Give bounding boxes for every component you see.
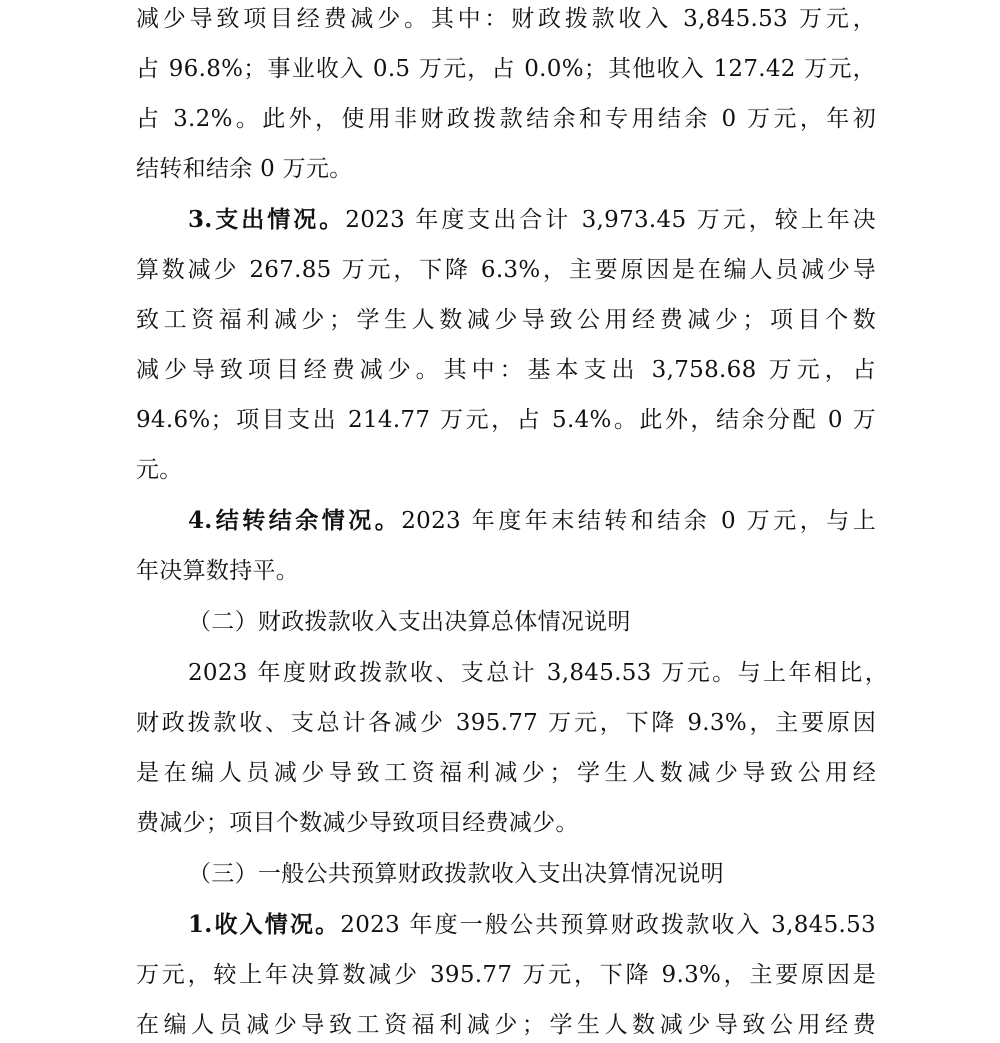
body-line: 占 3.2%。此外，使用非财政拨款结余和专用结余 0 万元，年初 [136, 106, 876, 132]
section-paragraph-income [188, 908, 876, 942]
body-line: 算数减少 267.85 万元，下降 6.3%，主要原因是在编人员减少导 [136, 257, 876, 283]
section-paragraph-carryover [188, 504, 876, 538]
body-line: 结转和结余 0 万元。 [136, 156, 353, 182]
section-heading-carryover: 4.结转结余情况。 [188, 507, 402, 534]
body-line: 减少导致项目经费减少。其中：基本支出 3,758.68 万元，占 [136, 357, 876, 383]
section-title-fiscal-overview: （二）财政拨款收入支出决算总体情况说明 [188, 609, 631, 635]
body-line: 元。 [136, 457, 183, 483]
body-line: 费减少；项目个数减少导致项目经费减少。 [136, 810, 579, 836]
section-heading-expenditure: 3.支出情况。 [188, 206, 346, 233]
body-text: 2023 年度支出合计 3,973.45 万元，较上年决 [345, 207, 876, 233]
body-line: 94.6%；项目支出 214.77 万元，占 5.4%。此外，结余分配 0 万 [136, 407, 876, 433]
section-paragraph-expenditure [188, 203, 876, 237]
section-title-general-budget: （三）一般公共预算财政拨款收入支出决算情况说明 [188, 861, 724, 887]
body-line: 减少导致项目经费减少。其中：财政拨款收入 3,845.53 万元， [136, 6, 876, 32]
body-line: 财政拨款收、支总计各减少 395.77 万元，下降 9.3%，主要原因 [136, 710, 876, 736]
body-line: 致工资福利减少；学生人数减少导致公用经费减少；项目个数 [136, 307, 876, 333]
body-line: 年决算数持平。 [136, 558, 300, 584]
body-line: 占 96.8%；事业收入 0.5 万元，占 0.0%；其他收入 127.42 万元， [136, 56, 876, 82]
body-line: 是在编人员减少导致工资福利减少；学生人数减少导致公用经 [136, 760, 876, 786]
body-line: 2023 年度财政拨款收、支总计 3,845.53 万元。与上年相比， [188, 660, 888, 686]
body-text: 2023 年度一般公共预算财政拨款收入 3,845.53 [340, 912, 876, 938]
body-text: 2023 年度年末结转和结余 0 万元，与上 [401, 508, 877, 534]
section-heading-income: 1.收入情况。 [188, 911, 341, 938]
body-line: 万元，较上年决算数减少 395.77 万元，下降 9.3%，主要原因是 [136, 962, 876, 988]
body-line: 在编人员减少导致工资福利减少；学生人数减少导致公用经费 [136, 1012, 876, 1038]
